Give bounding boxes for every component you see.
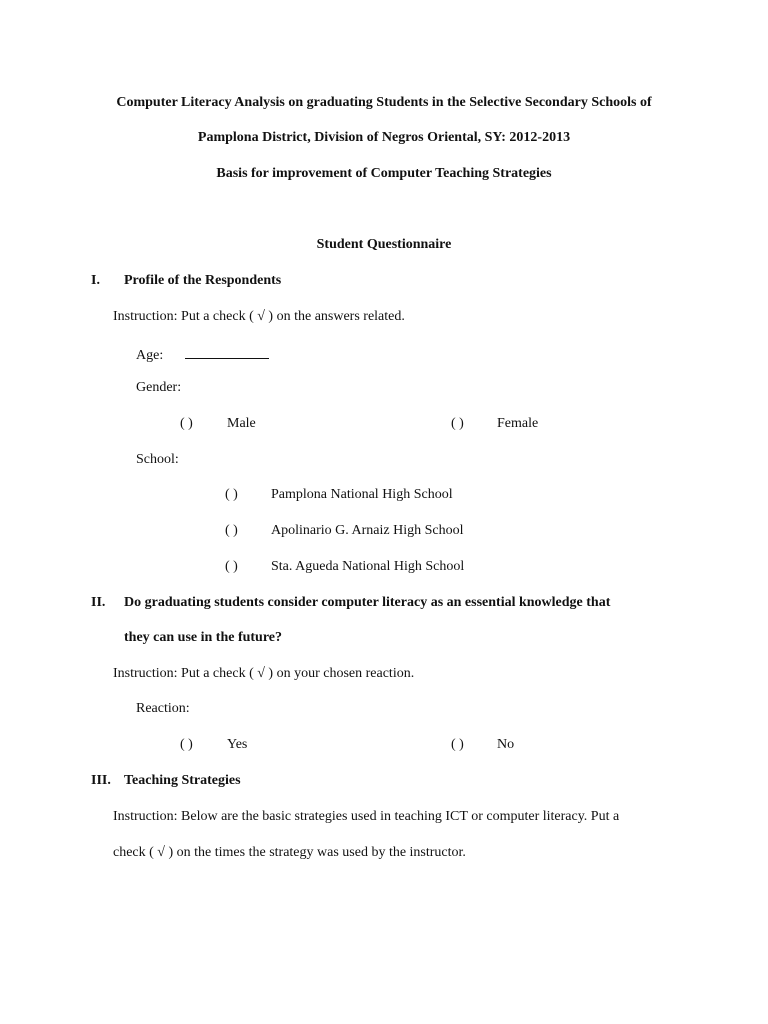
title-line-3: Basis for improvement of Computer Teaching Strategies — [216, 166, 552, 181]
questionnaire-heading: Student Questionnaire — [316, 237, 452, 252]
school-checkbox-1[interactable]: ( ) — [225, 487, 238, 502]
school-checkbox-3[interactable]: ( ) — [225, 559, 238, 574]
section-2-instruction: Instruction: Put a check ( √ ) on your chosen reaction. — [113, 666, 415, 681]
gender-checkbox-female[interactable]: ( ) — [451, 416, 464, 431]
age-label: Age: — [136, 348, 164, 363]
reaction-option-no: No — [497, 737, 515, 752]
reaction-checkbox-yes[interactable]: ( ) — [180, 737, 193, 752]
gender-option-male: Male — [227, 416, 256, 431]
school-label: School: — [136, 452, 179, 467]
section-3-heading: Teaching Strategies — [124, 773, 241, 788]
age-row — [136, 344, 269, 365]
reaction-option-yes: Yes — [227, 737, 248, 752]
section-3-number: III. — [91, 773, 111, 788]
reaction-label: Reaction: — [136, 701, 190, 716]
title-line-1: Computer Literacy Analysis on graduating Students in the Selective Secondary Schools of — [116, 95, 652, 110]
section-2-heading-line-2: they can use in the future? — [124, 630, 283, 645]
section-3-instruction-line-1: Instruction: Below are the basic strategies used in teaching ICT or computer literacy. Put a — [113, 809, 620, 824]
section-2-heading-line-1: Do graduating students consider computer literacy as an essential knowledge that — [124, 595, 611, 610]
section-1-instruction: Instruction: Put a check ( √ ) on the answers related. — [113, 309, 405, 324]
gender-checkbox-male[interactable]: ( ) — [180, 416, 193, 431]
gender-option-female: Female — [497, 416, 539, 431]
section-2-number: II. — [91, 595, 106, 610]
section-1-number: I. — [91, 273, 100, 288]
school-checkbox-2[interactable]: ( ) — [225, 523, 238, 538]
school-option-1: Pamplona National High School — [271, 487, 453, 502]
title-line-2: Pamplona District, Division of Negros Oriental, SY: 2012-2013 — [197, 130, 571, 145]
reaction-checkbox-no[interactable]: ( ) — [451, 737, 464, 752]
section-1-heading: Profile of the Respondents — [124, 273, 282, 288]
age-blank[interactable] — [185, 344, 269, 359]
school-option-3: Sta. Agueda National High School — [271, 559, 465, 574]
section-3-instruction-line-2: check ( √ ) on the times the strategy was used by the instructor. — [113, 845, 466, 860]
school-option-2: Apolinario G. Arnaiz High School — [271, 523, 464, 538]
gender-label: Gender: — [136, 380, 182, 395]
